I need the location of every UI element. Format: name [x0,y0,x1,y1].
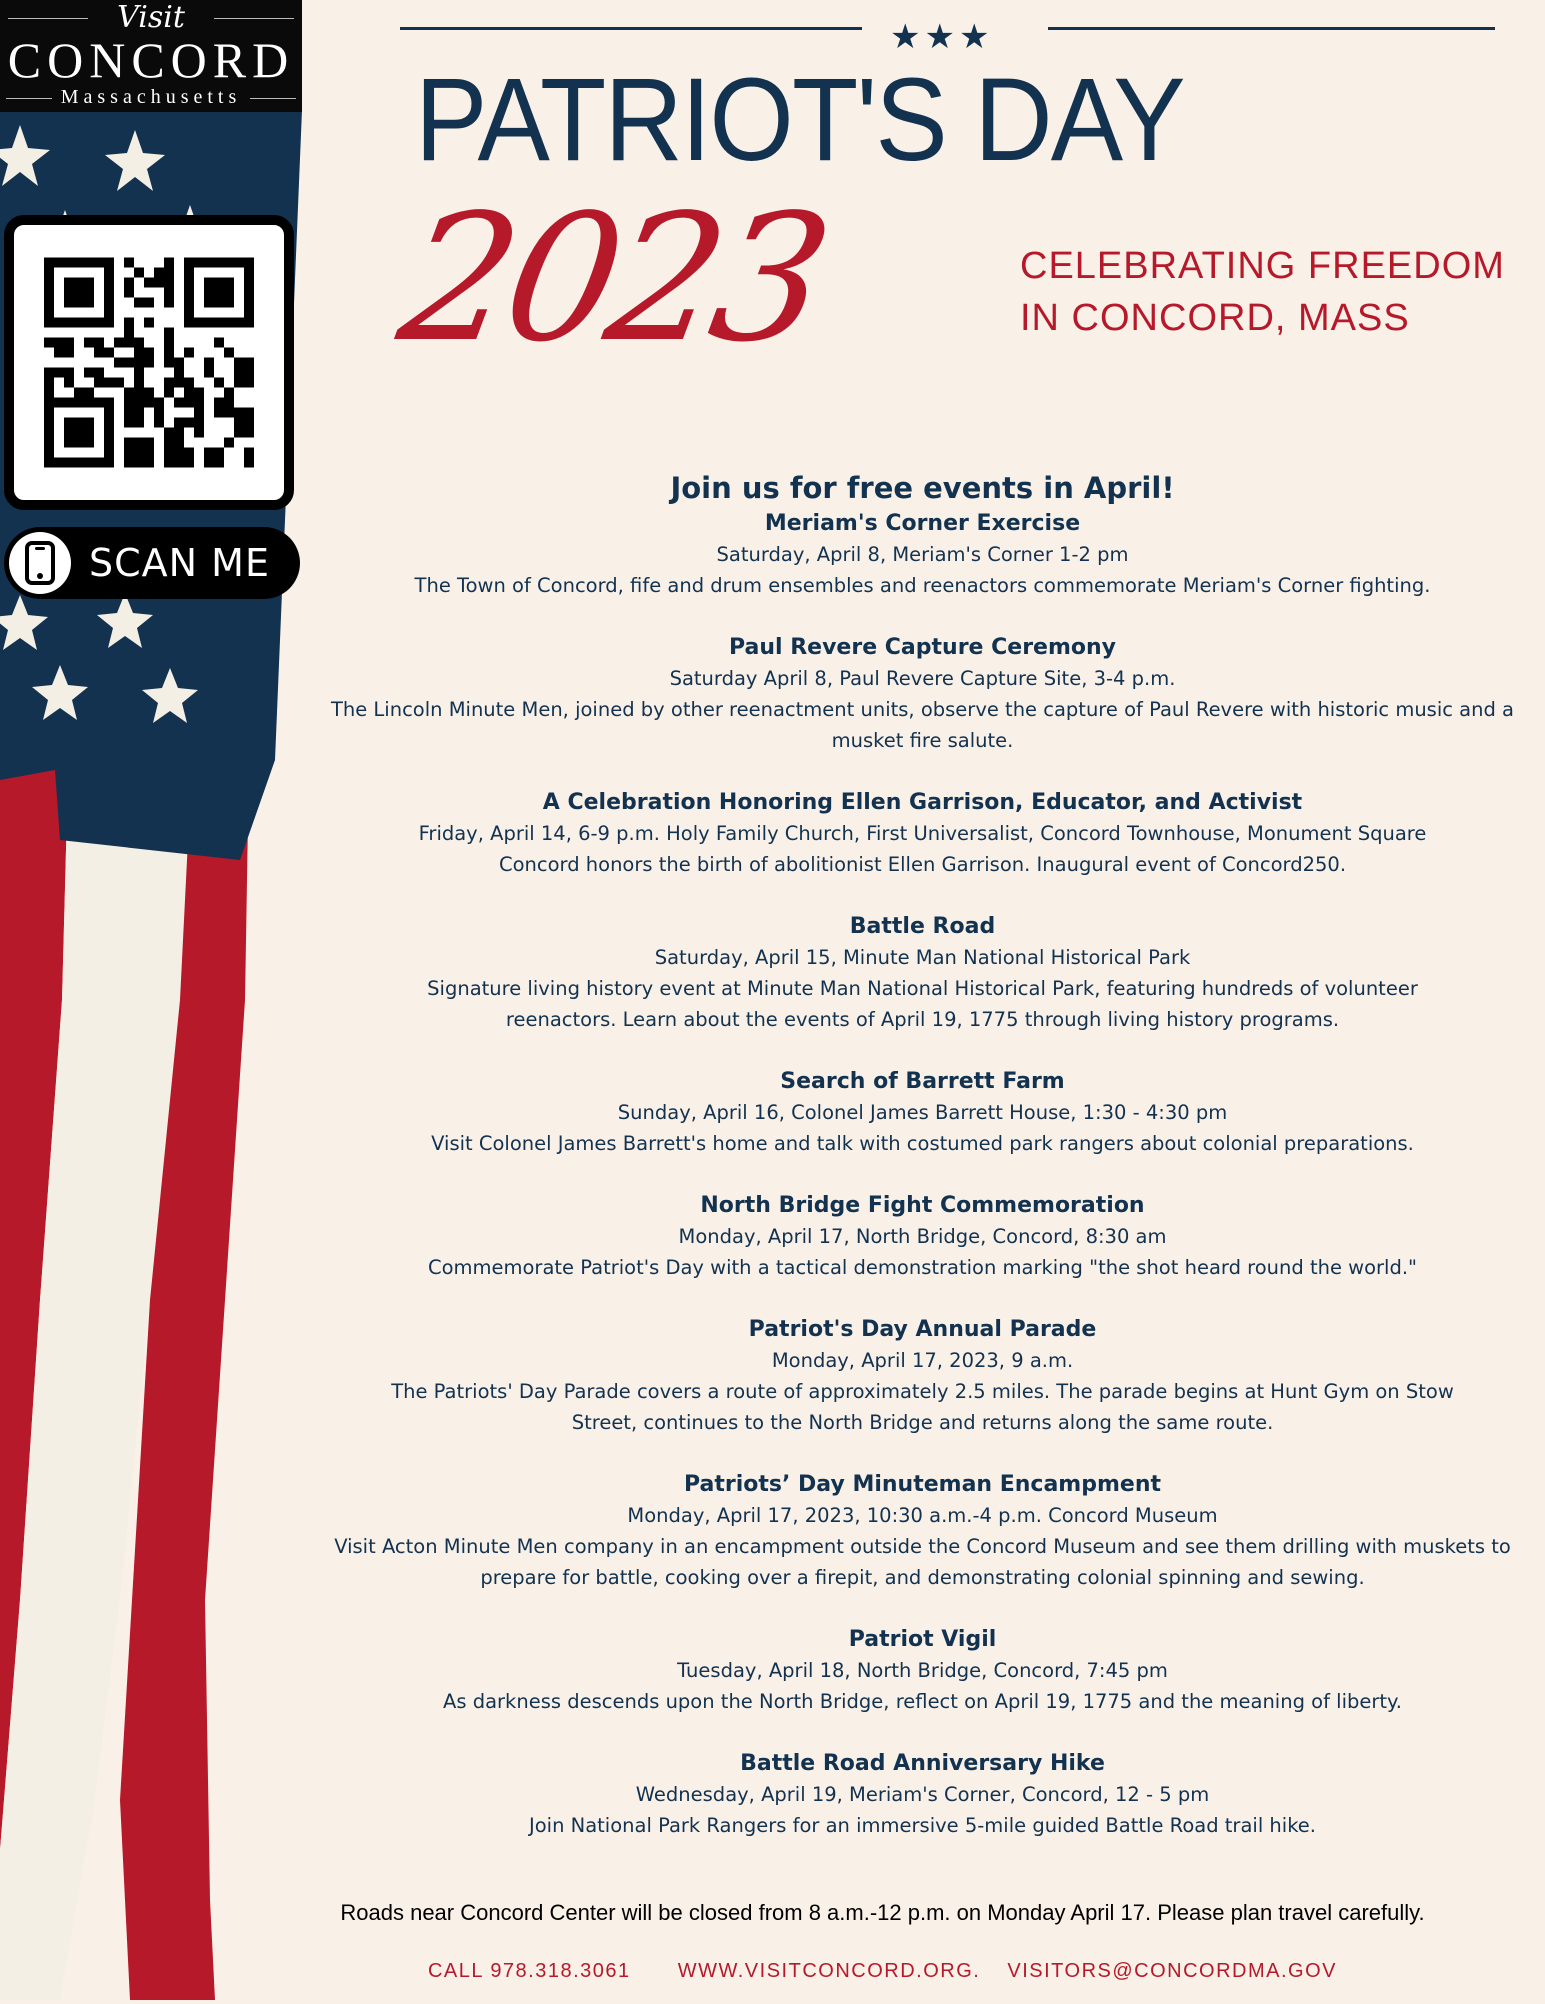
event-name: Patriot Vigil [848,1627,997,1652]
event-name: Patriot's Day Annual Parade [748,1317,1097,1342]
event-when: Saturday, April 8, Meriam's Corner 1-2 pm [716,543,1129,566]
qr-code-icon [44,255,254,470]
event-item [300,787,1545,880]
event-when: Wednesday, April 19, Meriam's Corner, Concord, 12 - 5 pm [635,1783,1210,1806]
scan-me-button[interactable] [4,527,300,599]
event-when: Monday, April 17, North Bridge, Concord, 8:30 am [678,1225,1167,1248]
header-rule-left [400,27,862,30]
event-item [300,1066,1545,1159]
logo-visit: Visit [0,0,302,36]
event-name: North Bridge Fight Commemoration [700,1193,1145,1218]
event-item [300,1624,1545,1717]
scan-me-label: SCAN ME [89,541,270,585]
event-description: As darkness descends upon the North Bridge, reflect on April 19, 1775 and the meaning of liberty. [443,1690,1402,1713]
event-when: Saturday April 8, Paul Revere Capture Site, 3-4 p.m. [669,667,1176,690]
event-description: The Town of Concord, fife and drum ensembles and reenactors commemorate Meriam's Corner fighting. [414,574,1431,597]
event-item [300,1748,1545,1841]
phone-link[interactable]: CALL 978.318.3061 [427,1960,631,1982]
event-description: The Patriots' Day Parade covers a route of approximately 2.5 miles. The parade begins at Hunt Gym on Stow Street, continues to the North Bridge and returns along the same route. [391,1380,1454,1434]
event-name: Search of Barrett Farm [780,1069,1065,1094]
event-when: Monday, April 17, 2023, 10:30 a.m.-4 p.m. Concord Museum [627,1504,1218,1527]
event-description: Commemorate Patriot's Day with a tactical demonstration marking "the shot heard round the world." [427,1256,1418,1279]
event-name: Battle Road [849,914,996,939]
email-link[interactable]: VISITORS@CONCORDMA.GOV [1007,1960,1338,1982]
event-when: Tuesday, April 18, North Bridge, Concord, 7:45 pm [677,1659,1168,1682]
page-title: PATRIOT'S DAY [415,54,1184,186]
event-when: Monday, April 17, 2023, 9 a.m. [771,1349,1074,1372]
website-link[interactable]: WWW.VISITCONCORD.ORG. [677,1960,981,1982]
event-item [300,508,1545,601]
star-icons: ★★★ [890,17,994,57]
event-when: Sunday, April 16, Colonel James Barrett House, 1:30 - 4:30 pm [617,1101,1228,1124]
event-name: A Celebration Honoring Ellen Garrison, Educator, and Activist [542,790,1303,815]
event-description: Concord honors the birth of abolitionist Ellen Garrison. Inaugural event of Concord250. [498,853,1347,876]
road-closure-notice: Roads near Concord Center will be closed from 8 a.m.-12 p.m. on Monday April 17. Please plan travel carefully. [340,1900,1425,1925]
event-item [300,1469,1545,1593]
logo-concord: CONCORD [7,32,295,88]
phone-icon [9,532,71,594]
event-name: Battle Road Anniversary Hike [740,1751,1105,1776]
event-name: Patriots’ Day Minuteman Encampment [683,1472,1162,1497]
logo-state: Massachusetts [0,86,302,108]
header-rule-right [1048,27,1495,30]
event-description: Visit Acton Minute Men company in an encampment outside the Concord Museum and see them drilling with muskets to prepare for battle, cooking over a firepit, and demonstrating colonial spinning and sewing. [334,1535,1511,1589]
event-description: Signature living history event at Minute Man National Historical Park, featuring hundreds of volunteer reenactors. Learn about the events of April 19, 1775 through living history programs. [427,977,1418,1031]
event-name: Paul Revere Capture Ceremony [728,635,1117,660]
event-when: Friday, April 14, 6-9 p.m. Holy Family Church, First Universalist, Concord Townhouse, Monument Square [418,822,1427,845]
events-intro: Join us for free events in April! [670,471,1175,505]
event-year: 2023 [387,178,837,381]
event-item [300,1190,1545,1283]
qr-code[interactable] [4,215,294,510]
events-list [300,468,1545,1872]
tagline-line-1: CELEBRATING FREEDOM [1020,245,1505,287]
event-description: Visit Colonel James Barrett's home and talk with costumed park rangers about colonial preparations. [431,1132,1414,1155]
event-name: Meriam's Corner Exercise [764,511,1081,536]
visit-concord-logo[interactable] [0,0,302,112]
event-item [300,1314,1545,1438]
event-item [300,632,1545,756]
tagline-line-2: IN CONCORD, MASS [1020,297,1410,339]
tagline [1020,240,1505,344]
event-description: Join National Park Rangers for an immersive 5-mile guided Battle Road trail hike. [528,1814,1317,1837]
event-description: The Lincoln Minute Men, joined by other reenactment units, observe the capture of Paul Revere with historic music and a musket fire salute. [330,698,1515,752]
event-item [300,911,1545,1035]
event-when: Saturday, April 15, Minute Man National Historical Park [654,946,1191,969]
contact-footer [220,1960,1545,1983]
